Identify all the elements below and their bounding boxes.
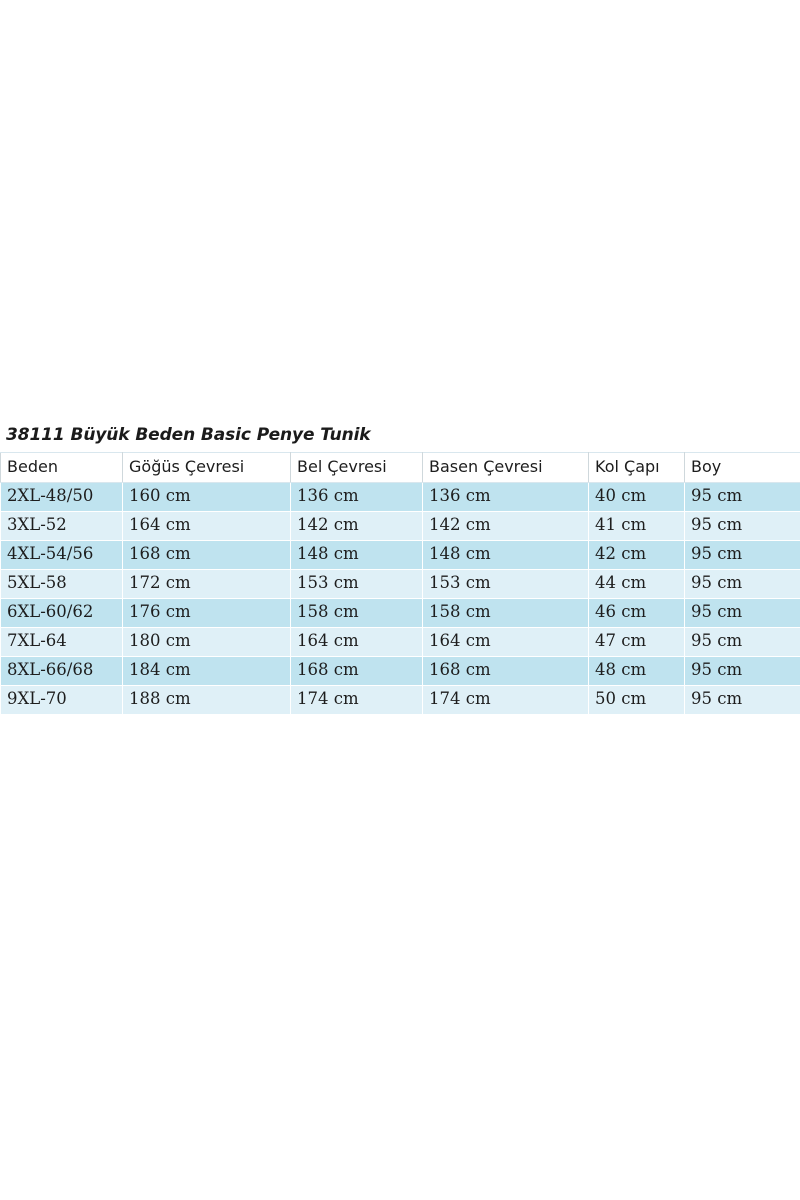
cell-beden: 9XL-70 — [1, 686, 123, 715]
cell-kol: 42 cm — [589, 541, 685, 570]
cell-basen: 136 cm — [423, 483, 589, 512]
cell-kol: 48 cm — [589, 657, 685, 686]
cell-gogus: 188 cm — [123, 686, 291, 715]
cell-boy: 95 cm — [685, 512, 800, 541]
cell-kol: 47 cm — [589, 628, 685, 657]
cell-kol: 50 cm — [589, 686, 685, 715]
table-row — [1, 512, 800, 541]
cell-boy: 95 cm — [685, 599, 800, 628]
table-header-row — [1, 453, 800, 483]
cell-basen: 148 cm — [423, 541, 589, 570]
table-row — [1, 686, 800, 715]
cell-beden: 8XL-66/68 — [1, 657, 123, 686]
column-header: Kol Çapı — [589, 453, 685, 483]
cell-boy: 95 cm — [685, 570, 800, 599]
cell-basen: 174 cm — [423, 686, 589, 715]
cell-bel: 164 cm — [291, 628, 423, 657]
table-row — [1, 541, 800, 570]
cell-gogus: 172 cm — [123, 570, 291, 599]
cell-gogus: 164 cm — [123, 512, 291, 541]
table-row — [1, 570, 800, 599]
column-header: Göğüs Çevresi — [123, 453, 291, 483]
table-row — [1, 657, 800, 686]
cell-gogus: 184 cm — [123, 657, 291, 686]
cell-bel: 142 cm — [291, 512, 423, 541]
cell-bel: 153 cm — [291, 570, 423, 599]
cell-boy: 95 cm — [685, 541, 800, 570]
cell-boy: 95 cm — [685, 657, 800, 686]
cell-bel: 158 cm — [291, 599, 423, 628]
cell-beden: 4XL-54/56 — [1, 541, 123, 570]
cell-boy: 95 cm — [685, 483, 800, 512]
cell-bel: 136 cm — [291, 483, 423, 512]
cell-gogus: 160 cm — [123, 483, 291, 512]
cell-bel: 148 cm — [291, 541, 423, 570]
cell-basen: 153 cm — [423, 570, 589, 599]
cell-boy: 95 cm — [685, 628, 800, 657]
page-title: 38111 Büyük Beden Basic Penye Tunik — [0, 420, 800, 452]
cell-beden: 3XL-52 — [1, 512, 123, 541]
cell-beden: 2XL-48/50 — [1, 483, 123, 512]
size-chart — [0, 420, 800, 715]
cell-beden: 5XL-58 — [1, 570, 123, 599]
size-table — [0, 452, 800, 715]
column-header: Basen Çevresi — [423, 453, 589, 483]
column-header: Beden — [1, 453, 123, 483]
table-row — [1, 599, 800, 628]
cell-kol: 46 cm — [589, 599, 685, 628]
cell-basen: 168 cm — [423, 657, 589, 686]
cell-gogus: 176 cm — [123, 599, 291, 628]
table-row — [1, 483, 800, 512]
cell-boy: 95 cm — [685, 686, 800, 715]
column-header: Bel Çevresi — [291, 453, 423, 483]
cell-bel: 174 cm — [291, 686, 423, 715]
cell-basen: 142 cm — [423, 512, 589, 541]
cell-beden: 6XL-60/62 — [1, 599, 123, 628]
cell-gogus: 180 cm — [123, 628, 291, 657]
cell-bel: 168 cm — [291, 657, 423, 686]
cell-basen: 164 cm — [423, 628, 589, 657]
cell-kol: 40 cm — [589, 483, 685, 512]
cell-kol: 41 cm — [589, 512, 685, 541]
cell-gogus: 168 cm — [123, 541, 291, 570]
cell-beden: 7XL-64 — [1, 628, 123, 657]
table-row — [1, 628, 800, 657]
column-header: Boy — [685, 453, 800, 483]
cell-basen: 158 cm — [423, 599, 589, 628]
cell-kol: 44 cm — [589, 570, 685, 599]
